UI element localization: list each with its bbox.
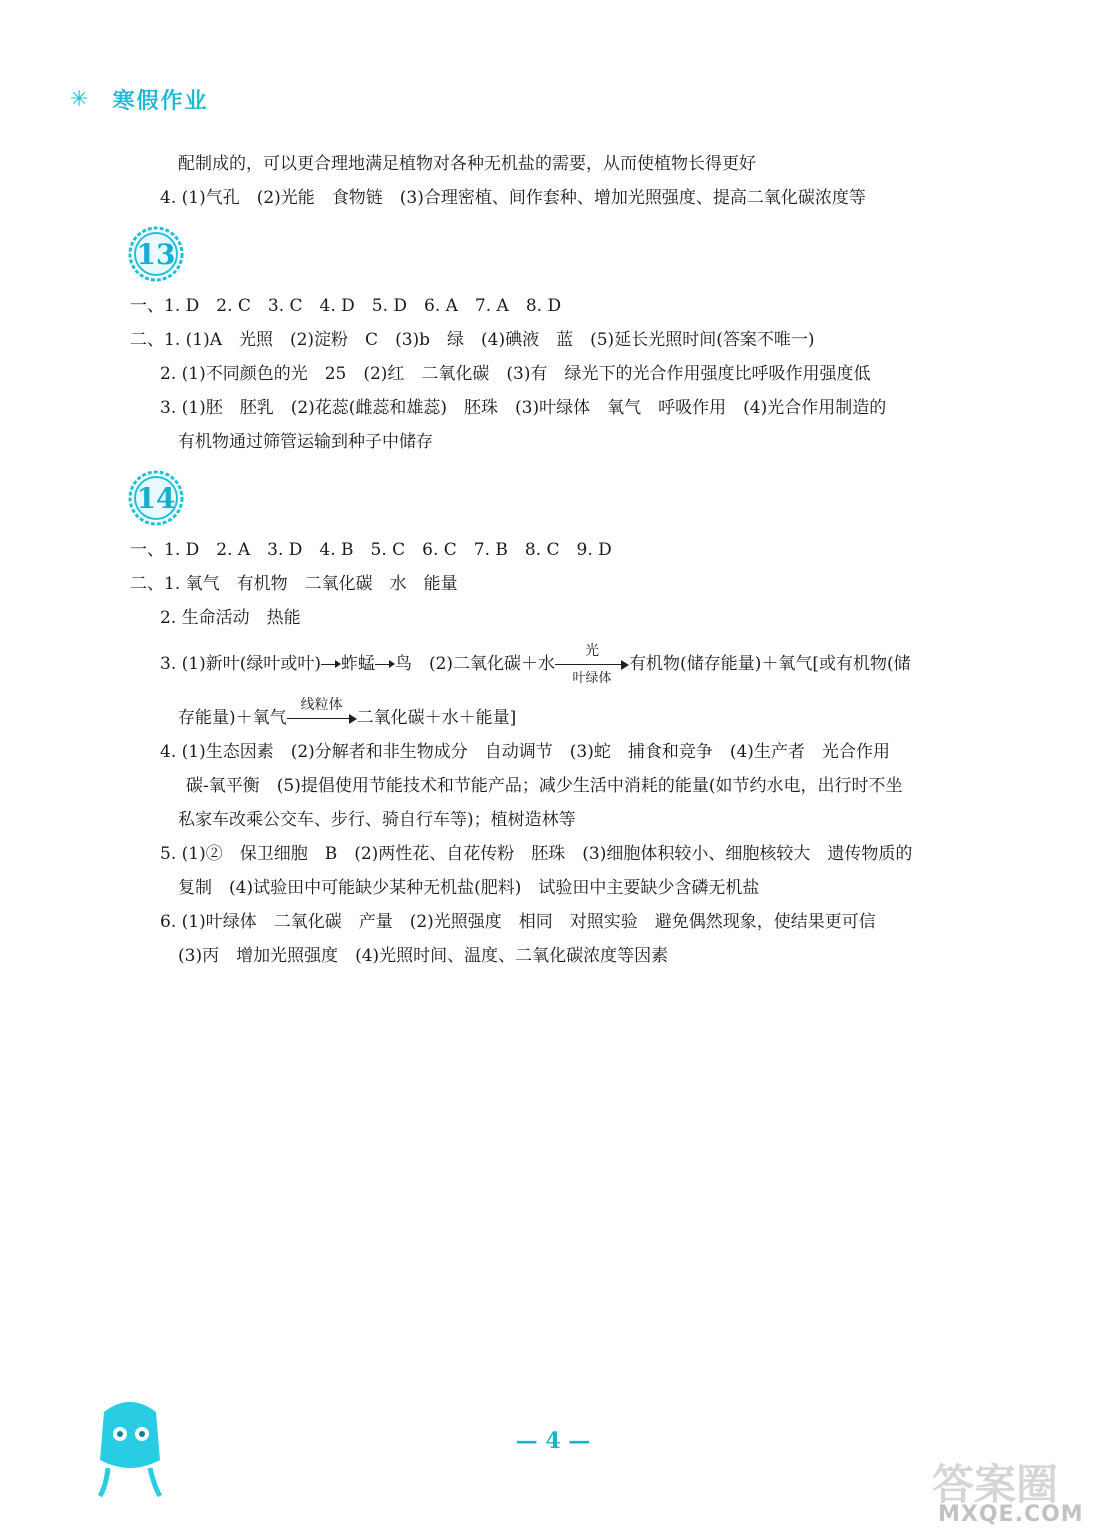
section-number: 13 [136, 237, 176, 271]
text-line: 2. (1)不同颜色的光 25 (2)红 二氧化碳 (3)有 绿光下的光合作用强度比呼吸作用强度低 [160, 364, 871, 384]
page-header [70, 84, 208, 115]
text-line: 4. (1)生态因素 (2)分解者和非生物成分 自动调节 (3)蛇 捕食和竞争 (4)生产者 光合作用 [160, 742, 890, 762]
text-line: 有机物通过筛管运输到种子中储存 [178, 432, 433, 452]
section-badge-13 [128, 226, 184, 282]
section-badge-14 [128, 470, 184, 526]
text-line: 2. 生命活动 热能 [160, 608, 301, 628]
text-line: 二、1. 氧气 有机物 二氧化碳 水 能量 [130, 574, 458, 594]
text-line: 一、1. D 2. C 3. C 4. D 5. D 6. A 7. A 8. D [130, 296, 562, 316]
arrow-icon [375, 660, 395, 670]
reaction-arrow: 线粒体 [287, 707, 357, 731]
text-line: 4. (1)气孔 (2)光能 食物链 (3)合理密植、间作套种、增加光照强度、提高二氧化碳浓度等 [160, 188, 866, 208]
section-number: 14 [136, 481, 176, 515]
text-line-equation: 存能量)＋氧气 线粒体 二氧化碳＋水＋能量] [178, 706, 516, 731]
text-line: 复制 (4)试验田中可能缺少某种无机盐(肥料) 试验田中主要缺少含磷无机盐 [178, 878, 760, 898]
watermark-logo: 答案圈 [932, 1460, 1059, 1509]
reaction-arrow: 光 叶绿体 [555, 653, 629, 677]
text-line: 6. (1)叶绿体 二氧化碳 产量 (2)光照强度 相同 对照实验 避免偶然现象，使结果更可信 [160, 912, 876, 932]
text-line: (3)丙 增加光照强度 (4)光照时间、温度、二氧化碳浓度等因素 [178, 946, 669, 966]
text-line-equation: 3. (1)新叶(绿叶或叶) 蚱蜢 鸟 (2)二氧化碳＋水 光 叶绿体 有机物(储存能量)＋氧气[或有机物(储 [160, 642, 911, 686]
text-line: 一、1. D 2. A 3. D 4. B 5. C 6. C 7. B 8. C 9. D [130, 540, 612, 560]
text-line: 私家车改乘公交车、步行、骑自行车等)；植树造林等 [178, 810, 576, 830]
text-line: 3. (1)胚 胚乳 (2)花蕊(雌蕊和雄蕊) 胚珠 (3)叶绿体 氧气 呼吸作用 (4)光合作用制造的 [160, 398, 887, 418]
watermark-url: MXQE.COM [938, 1502, 1084, 1527]
text-line: 配制成的，可以更合理地满足植物对各种无机盐的需要，从而使植物长得更好 [178, 154, 756, 174]
arrow-icon [321, 660, 341, 670]
text-line: 二、1. (1)A 光照 (2)淀粉 C (3)b 绿 (4)碘液 蓝 (5)延长光照时间(答案不唯一) [130, 330, 815, 350]
text-line: 碳-氧平衡 (5)提倡使用节能技术和节能产品；减少生活中消耗的能量(如节约水电，出行时不坐 [186, 776, 903, 796]
snowflake-icon: ✳ [70, 87, 89, 112]
text-line: 5. (1)② 保卫细胞 B (2)两性花、自花传粉 胚珠 (3)细胞体积较小、细胞核较大 遗传物质的 [160, 844, 913, 864]
page-number: — 4 — [515, 1428, 591, 1454]
header-title: 寒假作业 [112, 89, 209, 114]
